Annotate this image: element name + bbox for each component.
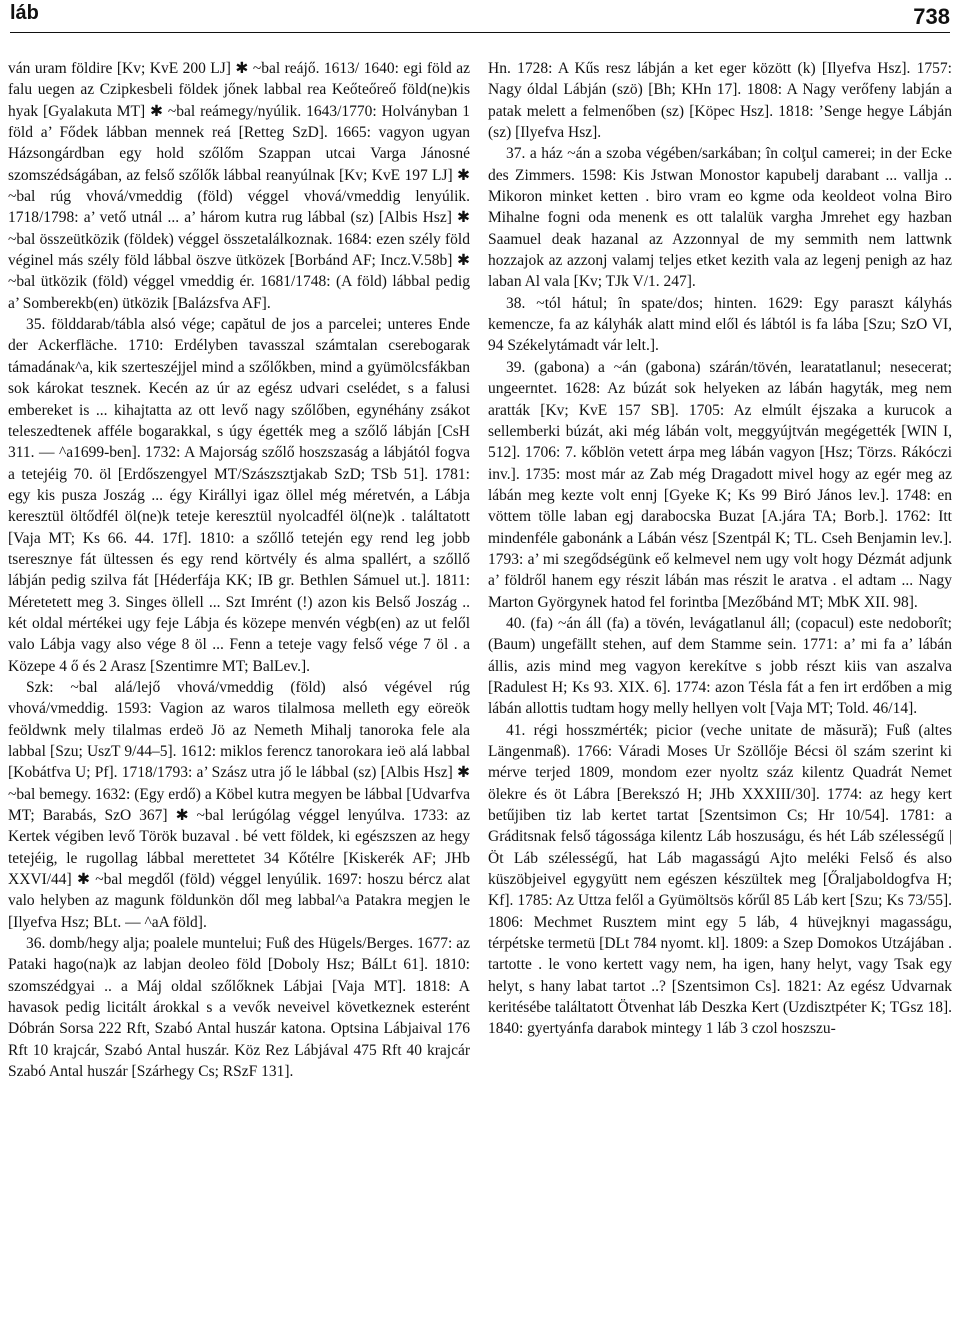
paragraph-sense-38: 38. ~tól hátul; în spate/dos; hinten. 1629: Egy paraszt kályhás kemencze, fa az kályhák alatt mind elől és lábtól is fa lába [Szu; SzO VI, 94 Székelytámadt vár lelt.]. [488, 294, 952, 355]
paragraph-continuation: ván uram földire [Kv; KvE 200 LJ] ✱ ~bal reájő. 1613/ 1640: egi föld az falu uegen az Czipkesbeli földek jőnek labbal rea Keőteőreő föld(ne)kis hyak [Gyalakuta MT] ✱ ~bal reámegy/nyúlik. 1643/1770: Holványban 1 föld a’ Fődek lábban mennek reá [Retteg SzD]. 1665: vagyon ugyan Házsongárdban egy hold szőlőm Szappan utcai Varga Jánosné szomszédságában, az felső szőlők lábbal reanyúlnak [Kv; KvE 197 LJ] ✱ ~bal rúg vhová/vmeddig (föld) véggel vhová/vmeddig lenyúlik. 1718/1798: a’ vető utnál ... a’ három kutra rug lábbal (sz) [Albis Hsz] ✱ ~bal összeütközik (földek) véggel összetalálkoznak. 1684: ezen szély föld véginel más szély föld lábbal öszve ütközek [Borbánd AF; Incz.V.58b] ✱ ~bal ütközik (föld) véggel vmeddig ér. 1681/1748: (A föld) lábbal pedig a’ Somberekb(en) ütközik [Balázsfva AF]. [8, 60, 470, 312]
page-header [10, 2, 950, 38]
header-rule [10, 32, 950, 33]
left-column [8, 58, 470, 1083]
paragraph-sense-36: 36. domb/hegy alja; poalele muntelui; Fuß des Hügels/Berges. 1677: az Pataki hago(na)k az labjan deoleo föld [Doboly Hsz; BálLt 61]. 1810: szomszédgyai .. a Máj oldal szőlőknek Lábjai [Vaja MT]. 1818: A havasok pedig licitált árokkal s a vevők neveivel következnek esterént Dóbrán Sorsa 222 Rft, Szabó Antal huszár katona. Optsina Lábjaival 176 Rft 10 krajcár, Szabó Antal huszár. Köz Rez Lábjával 475 Rft 40 krajcár Szabó Antal huszár [Szárhegy Cs; RSzF 131]. [8, 935, 470, 1081]
paragraph-sense-40: 40. (fa) ~án áll (fa) a tövén, levágatlanul áll; (copacul) este nedoborît; (Baum) ungefällt stehen, auf dem Stamme sein. 1771: a’ mi fa a’ lábán állis, azis mind meg vagyon kerekítve s jobb részt kiis van aszalva [Radulest H; Ks 93. XIX. 6]. 1774: azon Tésla fát a fen irt erdőben a mig lábán allottis tudtam hogy melly hellyen volt [Vaja MT; Told. 46/14]. [488, 614, 952, 718]
paragraph-szk: Szk: ~bal alá/lejő vhová/vmeddig (föld) alsó végével rúg vhová/vmeddig. 1593: Vagion az waros tilalmosa melleth egy eöreök feöldwnk mely tilalmas erdeö Jö az Nemeth Mihalj tanoroka fele ala labbal [Szu; UszT 9/44–5]. 1612: miklos ferencz tanorokara ieö alá labbal [Kobátfva U; Pf]. 1718/1793: a’ Szász utra jő le lábbal (sz) [Albis Hsz] ✱ ~bal bemegy. 1632: (Egy erdő) a Köbel kutra megyen be lábbal [Udvarfva MT; Barabás, SzO 367] ✱ ~bal lerúgólag véggel lenyúlva. 1733: az Kertek végiben levő Török buzaval . bé vett földek, ki egészszen az hegy tetejéig, le rugollag lábbal merettetet 34 Kőtélre [Kiskerék AF; JHb XXVI/44] ✱ ~bal megdől (föld) véggel lenyúlik. 1697: hoszu bércz alat valo helyben az magunk földunkön dől meg labbal^a Patakra megjen le [Ilyefva Hsz; BLt. — ^aA föld]. [8, 678, 470, 931]
paragraph-sense-37: 37. a ház ~án a szoba végében/sarkában; în colţul camerei; in der Ecke des Zimmers. 1598: Kis Jstwan Monostor kapubelj darabant ... vallja .. Mikoron minket ketten . biro vram eo kgme oda keoldeot volna Biro Mihalne fogni oda menenk es ott talalük vargha Jmrehet egy hazban Saamuel deak hazanal az Azzonnyal de my semmith nem lattwnk hozzajok az azzonj valamj teljes etket kezith vala az legenj penigh az haz laban Al vala [Kv; TJk V/1. 247]. [488, 145, 952, 291]
paragraph-sense-35: 35. földdarab/tábla alsó vége; capătul de jos a parcelei; unteres Ende der Ackerfläche. 1710: Erdélyben tavasszal számtalan cserebogarak támadának^a, kik szerteszéjjel mind a szőlőkben, mind a gyümölcsfákban sok károkat tesznek. Kecén az úr az egész udvari cselédet, s a falusi embereket is ... kihajtatta az ott levő nagy szőlőben, egynéhány zsákot teleszedtenek afféle bogarakkal, s úgy égették meg a szőlő lábján [CsH 311. — ^a1699-ben]. 1732: A Majorság szőlő hoszszaság a lábjától fogva a tetejéig 70. öl [Erdőszengyel MT/Szászsztjakab SzD; TSb 51]. 1781: egy kis pusza Joszág ... égy Királlyi igaz öllel még méretvén, a Lábja keresztül öltődfél öl(ne)k teteje keresztül nyolcadfél öl(ne)k . találtatott [Vaja MT; Ks 66. 44. 17f]. 1810: a szőllő tetején egy rend leg jobb tseresznye fát ültessen és egy rend körtvély és alma spallért, a szőllő lábján pedig szilva fát [Héderfája KK; IB gr. Bethlen Sámuel ut.]. 1811: Méretetett meg 3. Singes öllell ... Szt Imrént (!) azon kis Belső Joszág .. két oldal mértékei ugy feje Lábja és közepe menvén végb(en) az ut felől valo Lábja vagy also vége 8 öl ... Fenn a teteje vagy felső vége 7 öl . a Közepe 4 ő és 2 Arasz [Szentimre MT; BalLev.]. [8, 316, 470, 675]
paragraph-sense-39: 39. (gabona) a ~án (gabona) szárán/tövén, learatatlanul; nesecerat; ungeerntet. 1628: Az búzát sok helyeken az lábán hagyták, meg nem aratták [Kv; KvE 157 SB]. 1705: Az elmúlt éjszaka a kurucok a sellemberki búzát, aki még lábán volt, meggyújtván megégették [WIN I, 512]. 1706: 7. kőblön vetett árpa meg lábán vagyon [Hsz; Törzs. Rákóczi inv.]. 1735: most már az Zab még Dragadott mivel hogy az egér meg az lábán meg kezte volt ennj [Gyeke K; Ks 99 Biró János lev.]. 1748: en vöttem tölle laban egj darabocska Buzat [A.jára TA; Borb.]. 1762: Itt mindenféle gabonánk a Lábán vész [Szentpál K; TL. Cseh Benjamin lev.]. 1793: a’ mi szegődségünk eő kelmevel nem ugy volt hogy Dézmát adjunk a’ földről hanem egy részit lábán mas részit le aratva . el adtam ... Nagy Marton Györgynek hatod fel forintba [Mezőbánd MT; MbK XII. 98]. [488, 358, 952, 611]
page-number: 738 [913, 4, 950, 29]
paragraph-hn: Hn. 1728: A Kűs resz lábján a ket eger között (k) [Ilyefva Hsz]. 1757: Nagy óldal Lábján (szö) [Bh; KHn 17]. 1808: A Nagy verőfeny labján a patak melett a felmenőben (sz) [Köpec Hsz]. 1818: ’Senge hegye Lábján (sz) [Ilyefva Hsz]. [488, 60, 952, 142]
paragraph-sense-41: 41. régi hosszmérték; picior (veche unitate de măsură); Fuß (altes Längenmaß). 1766: Váradi Moses Ur Szöllője Bécsi öl szám szerint ki mérve terjed 1809, mondom ezer nyoltz száz kilentz Quadrát Nemet ölekre és öt Lábra [Berekszó H; JHb XXXIII/30]. 1774: az hegy kert betűjiben tiz lab kertet tartat [Szentsimon Cs; Hr 10/54]. 1781: a Gráditsnak felső tágossága kilentz Láb hoszuságu, és hét Láb szélességű | Öt Láb szélességű, hat Láb magasságú Ajto meléki Felső és also küszöbjeivel egygyütt nem egészen készültek meg [Őraljaboldogfva H; Kf]. 1785: Az Uttza felől a Gyümöltsös kőrűl 85 Láb kert [Szu; Ks 73/55]. 1806: Mechmet Rusztem mint egy 5 láb, 4 hüvejknyi magasságu, térpétske termetü [DLt 784 nyomt. kl]. 1809: a Szep Domokos Utzájában . tartotte . le vono kertett vagy nem, ha igen, hany helyt, vagy Tsak egy helyt, s hany labat tartot ..? [Szentsimon Cs]. 1821: Az egész Udvarnak keritésébe találtatott Ötvenhat láb Deszka Kert (Uzdisztpéter K; TGsz 18]. 1840: gyertyánfa darabok mintegy 1 láb 3 czol hoszszu- [488, 721, 952, 1038]
right-column [488, 58, 952, 1040]
running-headword: láb [10, 2, 39, 24]
